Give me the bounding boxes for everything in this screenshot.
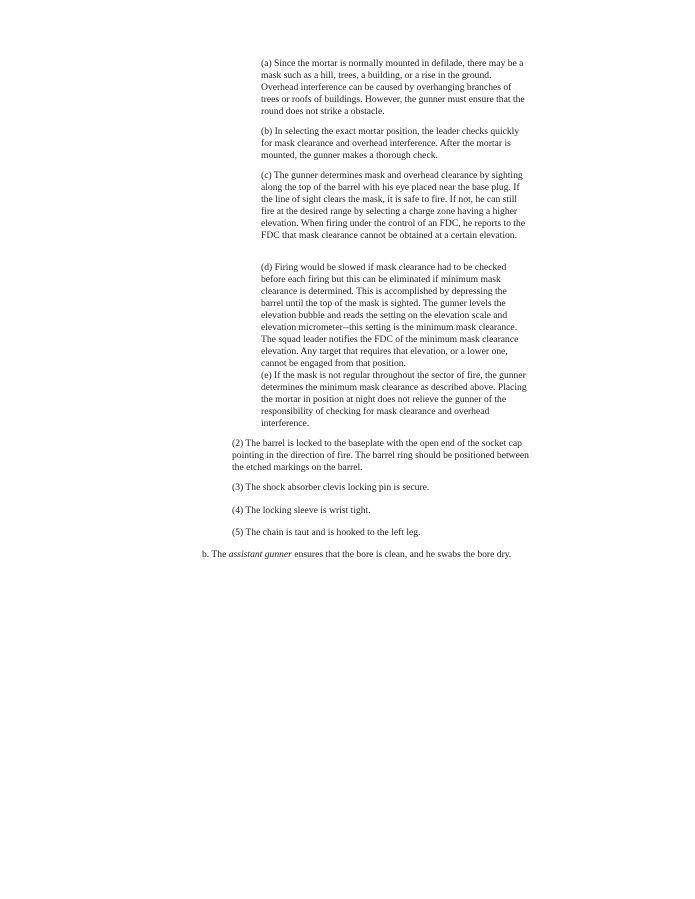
item-b (202, 549, 542, 561)
item-b-emphasis: assistant gunner (228, 549, 292, 560)
numbered-item-5: (5) The chain is taut and is hooked to the left leg. (232, 527, 421, 538)
subparagraph-e: (e) If the mask is not regular throughout the sector of fire, the gunner determines the minimum mask clearance as described above. Placing the mortar in position at night does not relieve the gunner of the responsibility of checking for mask clearance and overhead interference. (261, 370, 527, 429)
numbered-item-2: (2) The barrel is locked to the baseplate with the open end of the socket cap pointing in the direction of fire. The barrel ring should be positioned between the etched markings on the barrel. (232, 438, 529, 473)
item-b-prefix: b. The (202, 549, 229, 560)
item-b-suffix: ensures that the bore is clean, and he swabs the bore dry. (291, 549, 512, 560)
subparagraph-c: (c) The gunner determines mask and overhead clearance by sighting along the top of the barrel with his eye placed near the base plug. If the line of sight clears the mask, it is safe to fire. If not, he can still fire at the desired range by selecting a charge zone having a higher elevation. When firing under the control of an FDC, he reports to the FDC that mask clearance cannot be obtained at a certain elevation. (261, 170, 526, 241)
subparagraph-a: (a) Since the mortar is normally mounted in defilade, there may be a mask such as a hill, trees, a building, or a rise in the ground. Overhead interference can be caused by overhanging branches of trees or roofs of buildings. However, the gunner must ensure that the round does not strike a obstacle. (261, 58, 525, 117)
numbered-item-4: (4) The locking sleeve is wrist tight. (232, 505, 371, 516)
subparagraph-b: (b) In selecting the exact mortar position, the leader checks quickly for mask clearance and overhead interference. After the mortar is mounted, the gunner makes a thorough check. (261, 126, 520, 161)
subparagraph-d: (d) Firing would be slowed if mask clearance had to be checked before each firing but this can be eliminated if minimum mask clearance is determined. This is accomplished by depressing the barrel until the top of the mask is sighted. The gunner levels the elevation bubble and reads the setting on the elevation scale and elevation micrometer--this setting is the minimum mask clearance. The squad leader notifies the FDC of the minimum mask clearance elevation. Any target that requires that elevation, or a lower one, cannot be engaged from that position. (261, 262, 519, 369)
numbered-item-3: (3) The shock absorber clevis locking pin is secure. (232, 482, 430, 493)
